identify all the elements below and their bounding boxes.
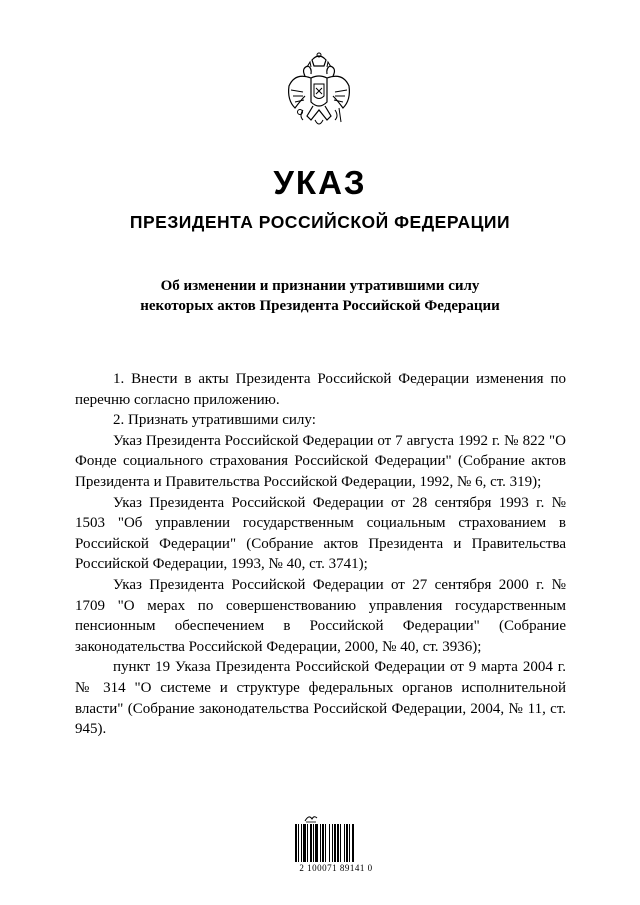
paragraph-6: пункт 19 Указа Президента Российской Федерации от 9 марта 2004 г. № 314 "О системе и структуре федеральных органов исполнительной власти" (Собрание законодательства Российской Федерации, 2004, № 11, ст. 945). [75, 659, 566, 738]
decree-body [75, 369, 566, 740]
paragraph-2: 2. Признать утратившими силу: [113, 412, 316, 429]
stamp-mark-icon [303, 813, 319, 823]
decree-heading [100, 276, 540, 316]
document-subtitle: ПРЕЗИДЕНТА РОССИЙСКОЙ ФЕДЕРАЦИИ [129, 212, 511, 232]
decree-heading-line-2: некоторых актов Президента Российской Федерации [140, 298, 500, 314]
decree-heading-line-1: Об изменении и признании утратившими силу [160, 278, 480, 294]
paragraph-5: Указ Президента Российской Федерации от 27 сентября 2000 г. № 1709 "О мерах по совершенствованию управления государственным пенсионным обеспечением в Российской Федерации" (Собрание законодательства Российской Федерации, 2000, № 40, ст. 3936); [75, 576, 566, 655]
document-title: УКАЗ [273, 164, 367, 201]
barcode-icon [295, 824, 367, 862]
barcode-block [291, 813, 381, 877]
coat-of-arms-icon [281, 50, 357, 142]
paragraph-3: Указ Президента Российской Федерации от 7 августа 1992 г. № 822 "О Фонде социального страхования Российской Федерации" (Собрание актов Президента и Правительства Российской Федерации, 1992, № 6, ст. 319); [75, 432, 566, 490]
barcode-number: 2 100071 89141 0 [299, 863, 373, 873]
paragraph-4: Указ Президента Российской Федерации от 28 сентября 1993 г. № 1503 "Об управлении государственным социальным страхованием в Российской Федерации" (Собрание актов Президента и Правительства Российской Федерации, 1993, № 40, ст. 3741); [75, 494, 566, 573]
paragraph-1: 1. Внести в акты Президента Российской Федерации изменения по перечню согласно приложению. [75, 371, 566, 408]
